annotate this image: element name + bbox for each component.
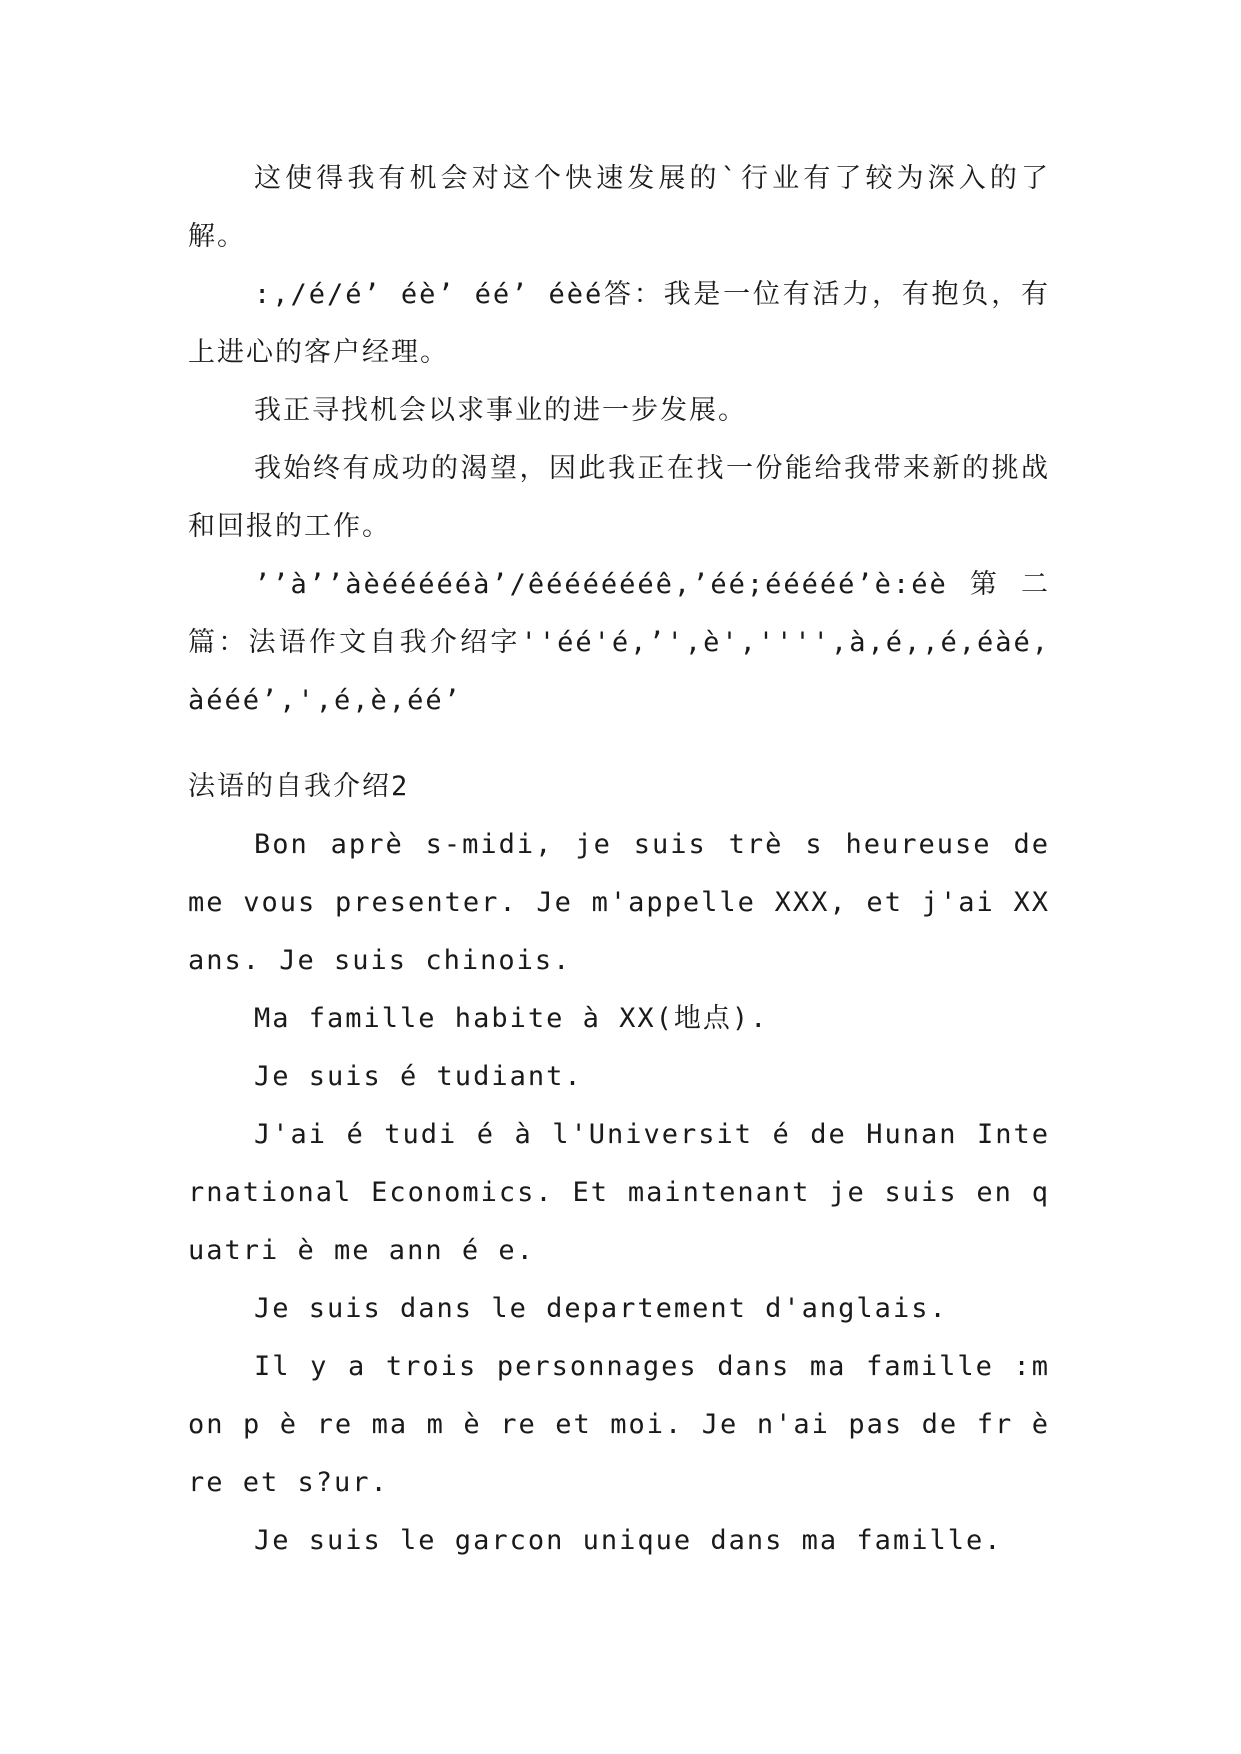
paragraph: Je suis le garcon unique dans ma famille. bbox=[254, 1525, 1003, 1556]
section-spacer bbox=[188, 730, 1050, 738]
paragraph: 这使得我有机会对这个快速发展的`行业有了较为深入的了解。 bbox=[188, 163, 1050, 252]
paragraph: Ma famille habite à XX(地点). bbox=[254, 1003, 769, 1034]
paragraph: Je suis é tudiant. bbox=[254, 1061, 583, 1092]
paragraph: Il y a trois personnages dans ma famille :mon p è re ma m è re et moi. Je n'ai pas de fr è re et s?ur. bbox=[188, 1351, 1050, 1498]
paragraph: 我始终有成功的渴望，因此我正在找一份能给我带来新的挑战和回报的工作。 bbox=[188, 453, 1050, 542]
paragraph: ’’à’’àèéééééà’/êééééééê,’éé;ééééé’è:éè第二篇：法语作文自我介绍字''éé'é,’',è','''',à,é,,é,éàé,àééé’,',é,è,éé’ bbox=[188, 569, 1050, 716]
paragraph: Je suis dans le departement d'anglais. bbox=[254, 1293, 948, 1324]
paragraph: :,/é/é’ éè’ éé’ éèé答：我是一位有活力，有抱负，有上进心的客户经理。 bbox=[188, 279, 1050, 368]
paragraph: J'ai é tudi é à l'Universit é de Hunan International Economics. Et maintenant je suis en quatri è me ann é e. bbox=[188, 1119, 1050, 1266]
document-page bbox=[188, 150, 1050, 1570]
paragraph: Bon aprè s-midi, je suis trè s heureuse de me vous presenter. Je m'appelle XXX, et j'ai XX ans. Je suis chinois. bbox=[188, 829, 1050, 976]
section-heading: 法语的自我介绍2 bbox=[188, 771, 410, 802]
paragraph: 我正寻找机会以求事业的进一步发展。 bbox=[254, 395, 747, 426]
